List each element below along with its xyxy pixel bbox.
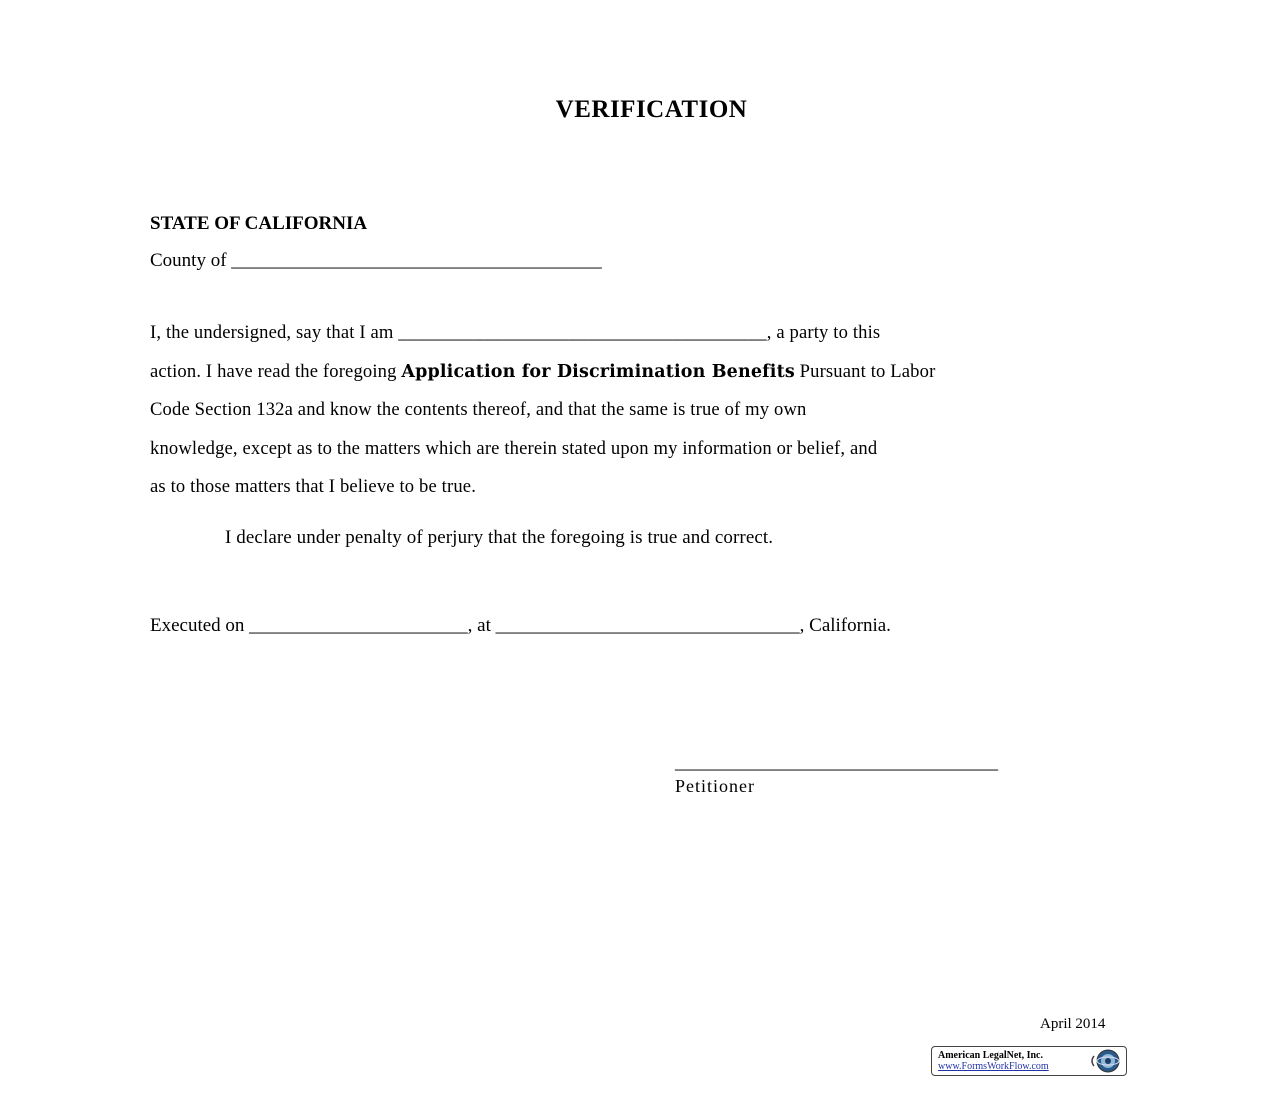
signature-label: Petitioner (675, 776, 755, 796)
globe-icon (1088, 1048, 1124, 1074)
paragraph-line-2-post: Pursuant to Labor (794, 360, 936, 382)
application-title: Application for Discrimination Benefits (401, 361, 795, 382)
state-heading: STATE OF CALIFORNIA (150, 213, 368, 234)
declaration: I declare under penalty of perjury that the foregoing is true and correct. (225, 527, 774, 548)
paragraph-line-2 (150, 357, 1120, 396)
paragraph-line-3: Code Section 132a and know the contents thereof, and that the same is true of my own (150, 399, 807, 420)
paragraph-line-5: as to those matters that I believe to be true. (150, 476, 476, 497)
signature-line: __________________________________ (675, 752, 998, 773)
executed-line: Executed on _______________________, at ________________________________, California. (150, 615, 891, 636)
paragraph-line-1: I, the undersigned, say that I am _______________________________________, a party to this (150, 322, 881, 343)
company-name: American LegalNet, Inc. (938, 1050, 1043, 1061)
company-url-link[interactable]: www.FormsWorkFlow.com (938, 1061, 1049, 1072)
document-title: VERIFICATION (555, 96, 748, 123)
american-legalnet-logo[interactable] (931, 1046, 1127, 1076)
revision-date: April 2014 (1040, 1016, 1106, 1032)
paragraph-line-2-pre: action. I have read the foregoing (150, 360, 402, 382)
verification-paragraph (150, 318, 1120, 511)
county-line: County of _______________________________________ (150, 250, 602, 271)
paragraph-line-4: knowledge, except as to the matters which are therein stated upon my information or belief, and (150, 437, 878, 459)
